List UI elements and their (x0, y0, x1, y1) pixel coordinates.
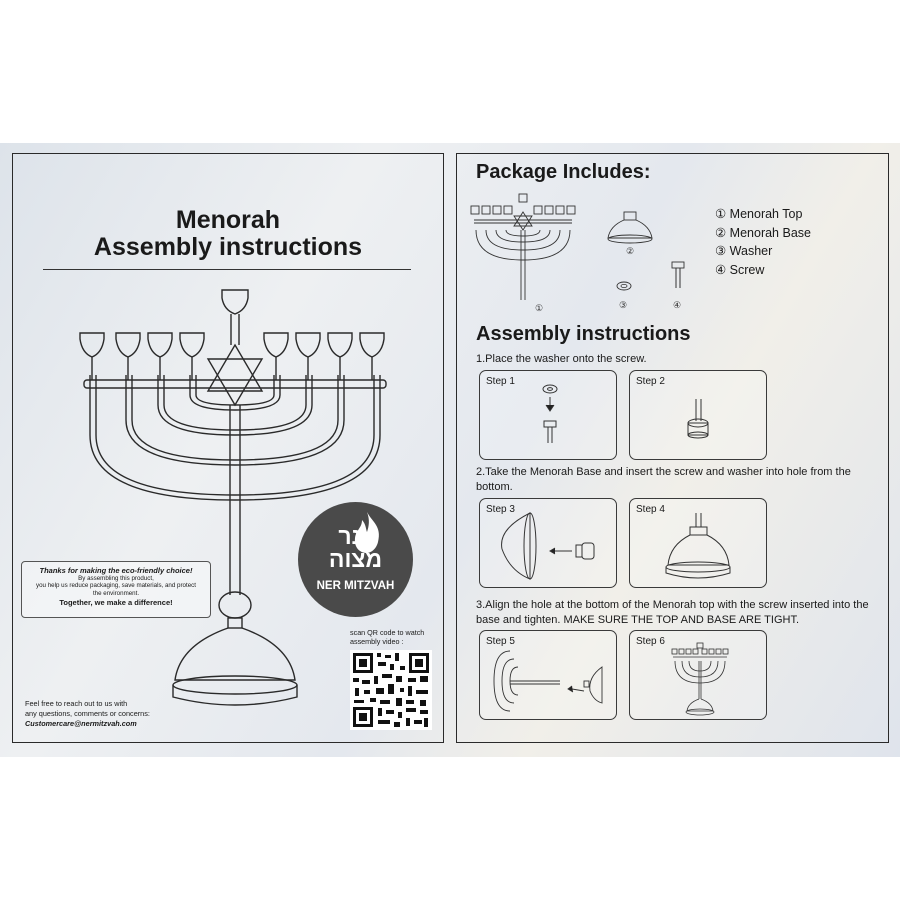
legend-washer: ③ Washer (715, 244, 773, 259)
step-4-illustration (630, 499, 768, 589)
qr-caption-line-2: assembly video : (350, 637, 404, 646)
eco-line-1: By assembling this product, (78, 574, 154, 582)
eco-closing: Together, we make a difference! (59, 598, 173, 608)
step-3-box (479, 498, 617, 588)
part-4-marker: ④ (673, 300, 682, 310)
logo-brand: NER MITZVAH (316, 580, 395, 592)
step-4-box (629, 498, 767, 588)
contact-info (25, 699, 150, 729)
step-5-label: Step 5 (486, 636, 515, 647)
instruction-1: 1.Place the washer onto the screw. (476, 353, 647, 365)
step-6-label: Step 6 (636, 636, 665, 647)
legend-menorah-base: ② Menorah Base (715, 225, 811, 240)
legend-screw: ④ Screw (715, 262, 765, 277)
instruction-3: 3.Align the hole at the bottom of the Menorah top with the screw inserted into the base and tighten. MAKE SURE THE TOP AND BASE ARE TIGHT. (476, 599, 869, 626)
step-6-illustration (630, 631, 768, 721)
menorah-illustration (60, 285, 400, 715)
part-screw (666, 260, 696, 312)
step-1-label: Step 1 (486, 376, 515, 387)
qr-caption (350, 628, 424, 646)
assembly-heading: Assembly instructions (476, 323, 691, 345)
step-2-box (629, 370, 767, 460)
step-3-illustration (480, 499, 618, 589)
step-5-illustration (480, 631, 618, 721)
part-3-marker: ③ (619, 300, 628, 310)
logo-hebrew-2: מצוה (328, 546, 383, 572)
step-1-illustration (480, 371, 618, 461)
part-menorah-base (600, 208, 660, 258)
qr-code[interactable] (350, 650, 432, 730)
qr-caption-line-1: scan QR code to watch (350, 628, 425, 637)
eco-line-2: you help us reduce packaging, save materials, and protect (36, 582, 196, 590)
eco-friendly-note (21, 561, 211, 618)
package-heading: Package Includes: (476, 161, 651, 183)
part-washer (610, 278, 640, 312)
title-line-1: Menorah (175, 206, 281, 234)
step-6-box (629, 630, 767, 720)
step-4-label: Step 4 (636, 504, 665, 515)
step-1-box (479, 370, 617, 460)
contact-line-1: Feel free to reach out to us with (25, 699, 128, 708)
title-divider (43, 269, 411, 270)
part-1-marker: ① (535, 303, 544, 313)
step-2-label: Step 2 (636, 376, 665, 387)
eco-line-3: the environment. (92, 589, 140, 597)
eco-heading: Thanks for making the eco-friendly choice! (39, 566, 193, 575)
contact-line-2: any questions, comments or concerns: (25, 709, 150, 718)
part-menorah-top (468, 190, 578, 315)
parts-legend (715, 205, 811, 279)
part-2-marker: ② (626, 246, 635, 256)
contact-email[interactable]: Customercare@nermitzvah.com (25, 719, 137, 728)
step-3-label: Step 3 (486, 504, 515, 515)
step-2-illustration (630, 371, 768, 461)
title-line-2: Assembly instructions (93, 233, 363, 261)
legend-menorah-top: ① Menorah Top (715, 207, 803, 221)
logo-hebrew-1: נר (338, 523, 362, 549)
ner-mitzvah-logo (298, 502, 413, 617)
step-5-box (479, 630, 617, 720)
instruction-2: 2.Take the Menorah Base and insert the screw and washer into hole from the bottom. (476, 466, 851, 493)
